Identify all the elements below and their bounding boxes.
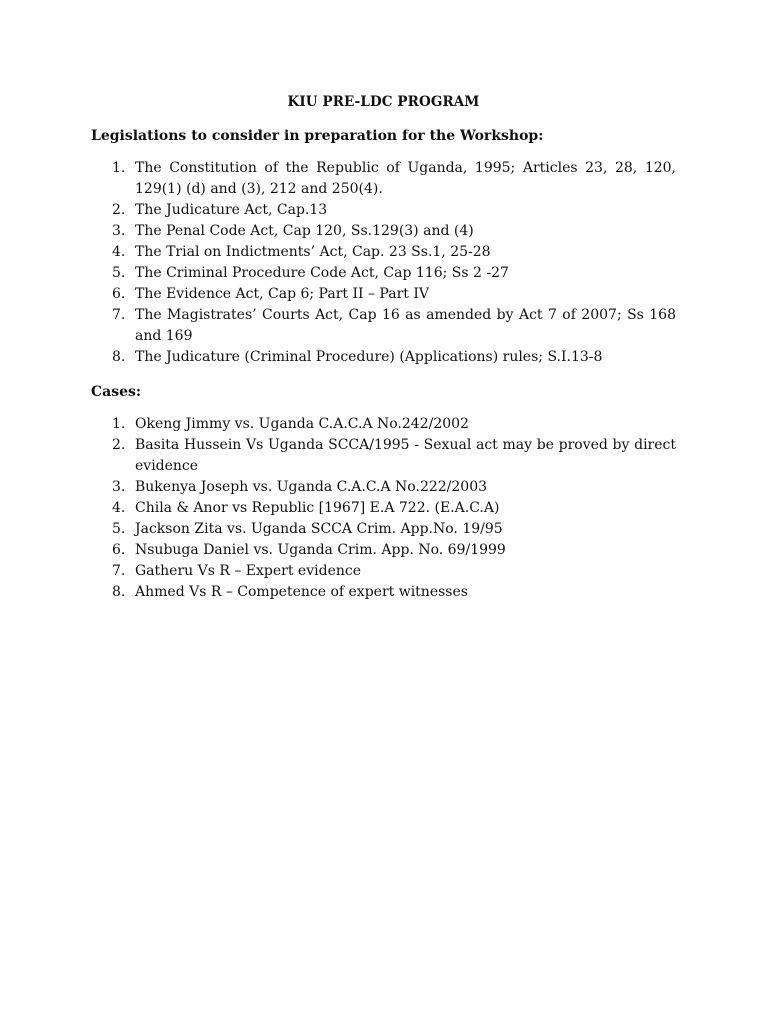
case-item [91, 561, 676, 582]
case-item-text: Basita Hussein Vs Uganda SCCA/1995 - Sexual act may be proved by direct evidence [135, 437, 676, 474]
cases-heading: Cases: [91, 384, 142, 400]
case-item-text: Bukenya Joseph vs. Uganda C.A.C.A No.222/2003 [135, 479, 488, 495]
case-item-text: Gatheru Vs R – Expert evidence [135, 563, 361, 579]
legislation-item-number: 8. [112, 349, 126, 365]
legislation-item [91, 263, 676, 284]
case-item [91, 582, 676, 603]
legislation-heading: Legislations to consider in preparation for the Workshop: [91, 128, 544, 144]
case-item [91, 414, 676, 435]
case-item-number: 5. [112, 521, 126, 537]
legislation-item-text: The Criminal Procedure Code Act, Cap 116; Ss 2 -27 [135, 265, 509, 281]
legislation-item-text: The Penal Code Act, Cap 120, Ss.129(3) and (4) [135, 223, 474, 239]
legislation-item [91, 347, 676, 368]
case-item-text: Nsubuga Daniel vs. Uganda Crim. App. No. 69/1999 [135, 542, 506, 558]
legislation-item-text: The Judicature (Criminal Procedure) (Applications) rules; S.I.13-8 [135, 349, 603, 365]
case-item-text: Okeng Jimmy vs. Uganda C.A.C.A No.242/2002 [135, 416, 469, 432]
case-item-number: 8. [112, 584, 126, 600]
case-item-text: Chila & Anor vs Republic [1967] E.A 722. (E.A.C.A) [135, 500, 500, 516]
case-item-number: 7. [112, 563, 126, 579]
legislation-item [91, 242, 676, 263]
case-item [91, 498, 676, 519]
case-item-number: 2. [112, 437, 126, 453]
cases-list [91, 414, 676, 603]
legislation-item-text: The Magistrates’ Courts Act, Cap 16 as amended by Act 7 of 2007; Ss 168 and 169 [135, 307, 676, 344]
legislation-item-number: 5. [112, 265, 126, 281]
case-item [91, 477, 676, 498]
legislation-item [91, 284, 676, 305]
case-item-number: 3. [112, 479, 126, 495]
case-item-number: 1. [112, 416, 126, 432]
legislation-item-text: The Constitution of the Republic of Uganda, 1995; Articles 23, 28, 120, 129(1) (d) and (3), 212 and 250(4). [135, 160, 676, 197]
legislation-item-number: 6. [112, 286, 126, 302]
legislation-item-number: 7. [112, 307, 126, 323]
legislation-item-number: 1. [112, 160, 126, 176]
case-item-number: 6. [112, 542, 126, 558]
document-title: KIU PRE-LDC PROGRAM [287, 94, 480, 110]
legislation-item [91, 200, 676, 221]
legislation-item-text: The Evidence Act, Cap 6; Part II – Part IV [135, 286, 429, 302]
legislation-item [91, 158, 676, 200]
legislation-item [91, 221, 676, 242]
case-item [91, 540, 676, 561]
legislation-item-number: 2. [112, 202, 126, 218]
legislation-item-number: 4. [112, 244, 126, 260]
case-item-text: Ahmed Vs R – Competence of expert witnesses [135, 584, 468, 600]
legislation-list [91, 158, 676, 368]
legislation-item [91, 305, 676, 347]
case-item-number: 4. [112, 500, 126, 516]
case-item-text: Jackson Zita vs. Uganda SCCA Crim. App.No. 19/95 [135, 521, 503, 537]
legislation-item-number: 3. [112, 223, 126, 239]
legislation-item-text: The Judicature Act, Cap.13 [135, 202, 328, 218]
legislation-item-text: The Trial on Indictments’ Act, Cap. 23 Ss.1, 25-28 [135, 244, 491, 260]
case-item [91, 519, 676, 540]
case-item [91, 435, 676, 477]
